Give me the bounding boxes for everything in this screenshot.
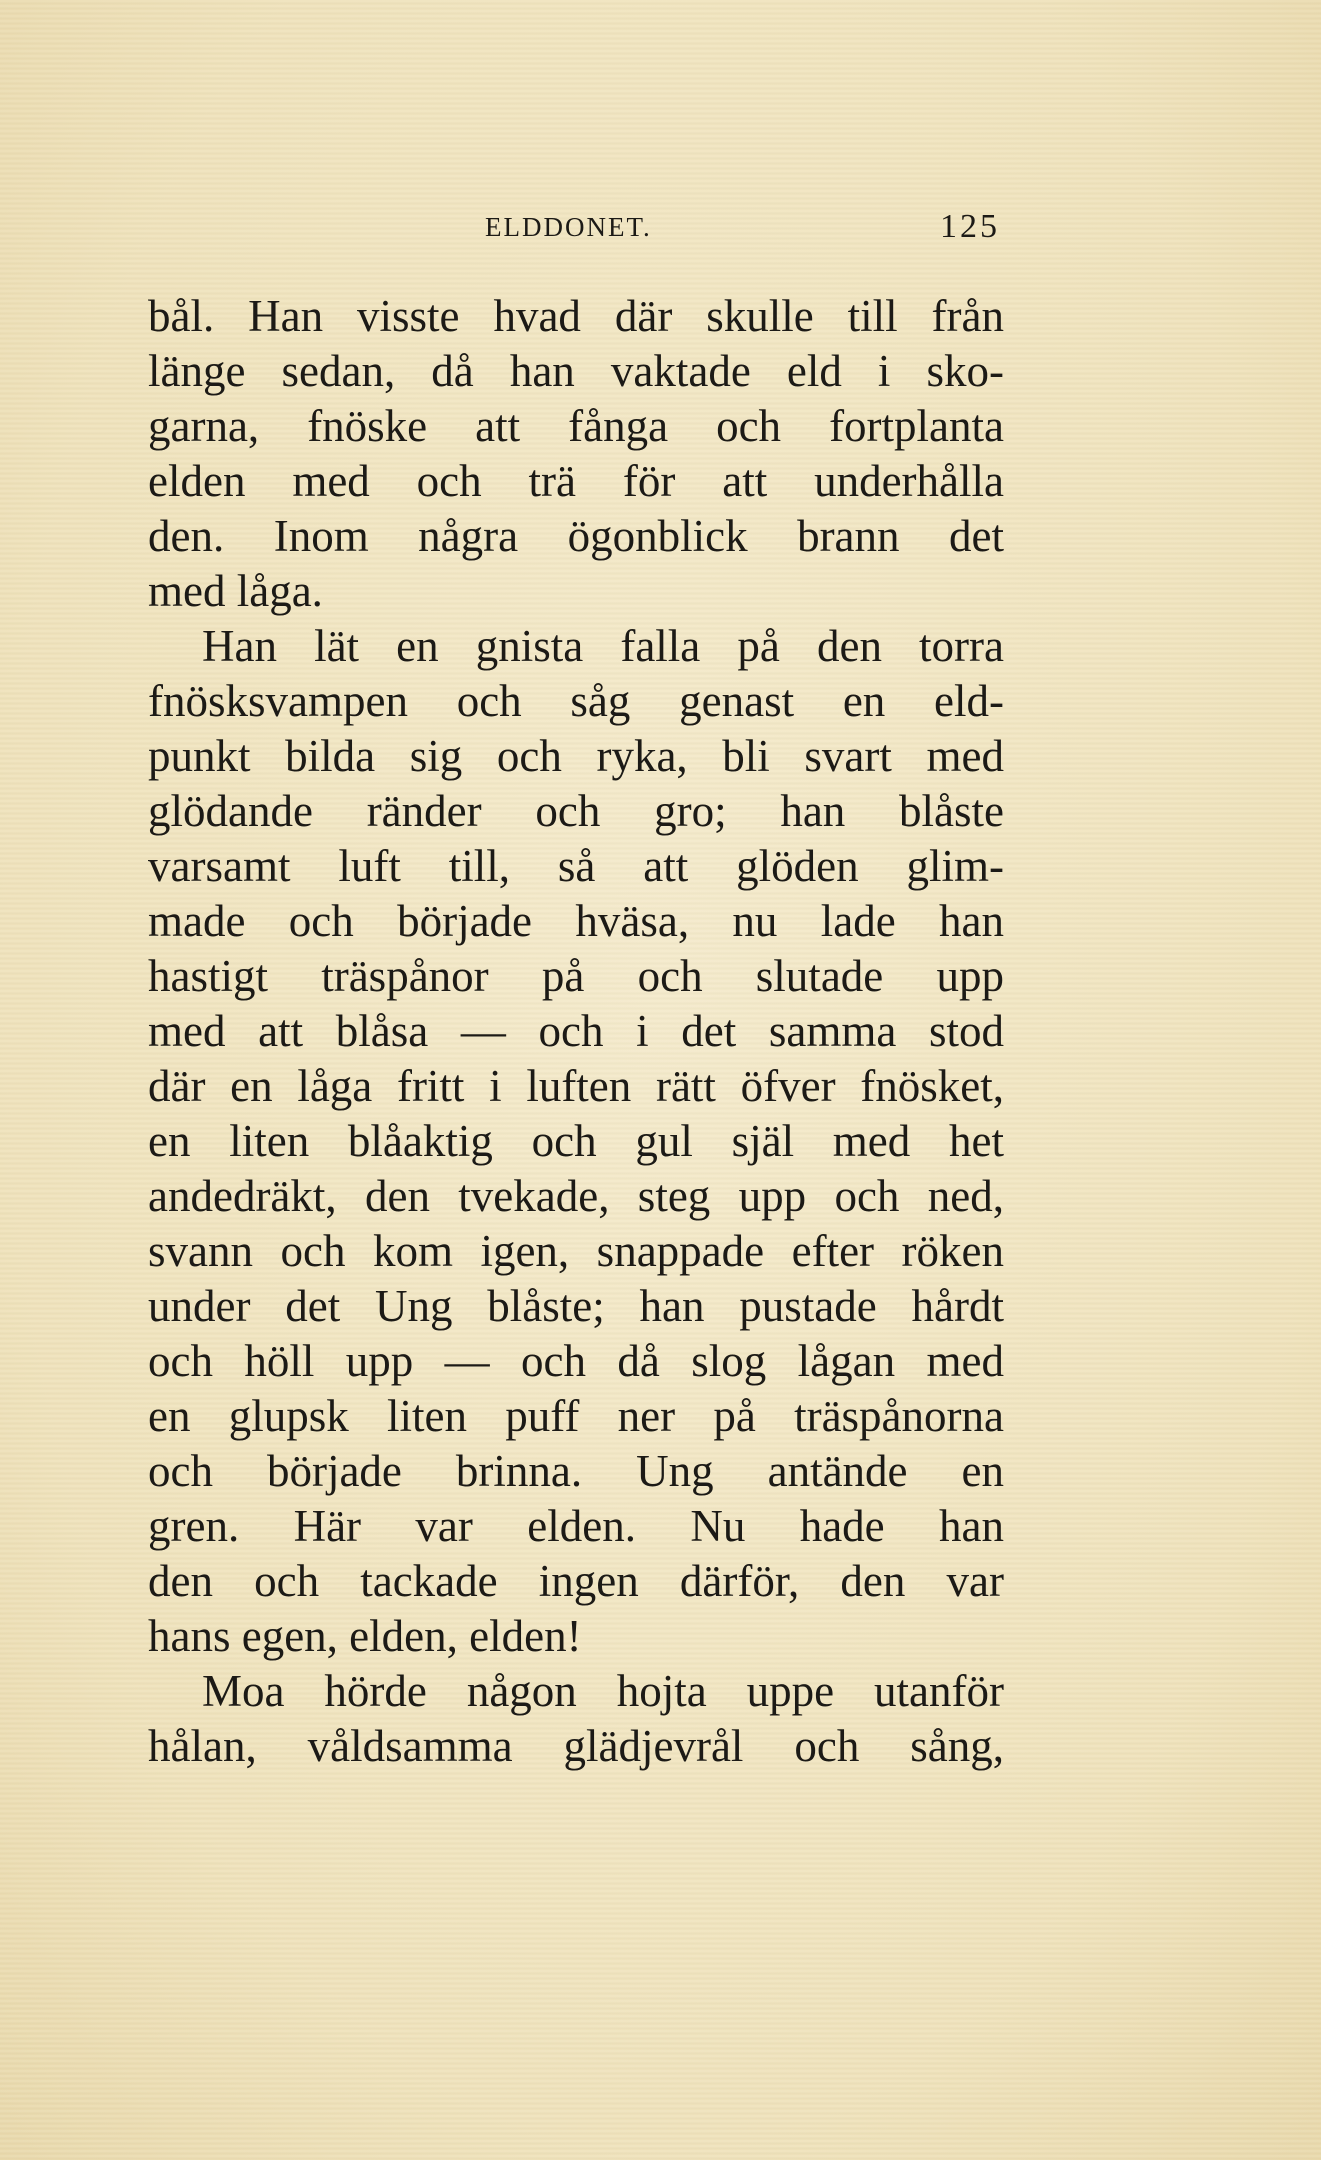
page-number: 125	[940, 208, 1000, 245]
text-line: där en låga fritt i luften rätt öfver fnösket,	[148, 1061, 1004, 1111]
text-line: med låga.	[148, 566, 323, 616]
text-line: en liten blåaktig och gul själ med het	[148, 1116, 1004, 1166]
text-line: made och började hväsa, nu lade han	[148, 896, 1004, 946]
running-head	[150, 208, 1000, 252]
text-line: och började brinna. Ung antände en	[148, 1446, 1004, 1496]
text-line: hans egen, elden, elden!	[148, 1611, 582, 1661]
text-line: under det Ung blåste; han pustade hårdt	[148, 1281, 1004, 1331]
text-line: den och tackade ingen därför, den var	[148, 1556, 1004, 1606]
text-line: svann och kom igen, snappade efter röken	[148, 1226, 1004, 1276]
text-line: glödande ränder och gro; han blåste	[148, 786, 1004, 836]
running-title: ELDDONET.	[485, 212, 652, 242]
text-line: fnösksvampen och såg genast en eld-	[148, 676, 1004, 726]
text-line: elden med och trä för att underhålla	[148, 456, 1004, 506]
text-line: hastigt träspånor på och slutade upp	[148, 951, 1004, 1001]
text-line: gren. Här var elden. Nu hade han	[148, 1501, 1004, 1551]
text-line: varsamt luft till, så att glöden glim-	[148, 841, 1004, 891]
text-line: Han lät en gnista falla på den torra	[202, 621, 1004, 671]
text-line: hålan, våldsamma glädjevrål och sång,	[148, 1721, 1004, 1771]
text-line: länge sedan, då han vaktade eld i sko-	[148, 346, 1004, 396]
text-line: en glupsk liten puff ner på träspånorna	[148, 1391, 1004, 1441]
text-line: garna, fnöske att fånga och fortplanta	[148, 401, 1004, 451]
text-line: bål. Han visste hvad där skulle till från	[148, 291, 1004, 341]
text-line: med att blåsa — och i det samma stod	[148, 1006, 1004, 1056]
text-line: och höll upp — och då slog lågan med	[148, 1336, 1004, 1386]
text-line: den. Inom några ögonblick brann det	[148, 511, 1004, 561]
body-text	[148, 289, 1004, 1774]
text-line: punkt bilda sig och ryka, bli svart med	[148, 731, 1004, 781]
text-line: Moa hörde någon hojta uppe utanför	[202, 1666, 1004, 1716]
text-line: andedräkt, den tvekade, steg upp och ned,	[148, 1171, 1004, 1221]
